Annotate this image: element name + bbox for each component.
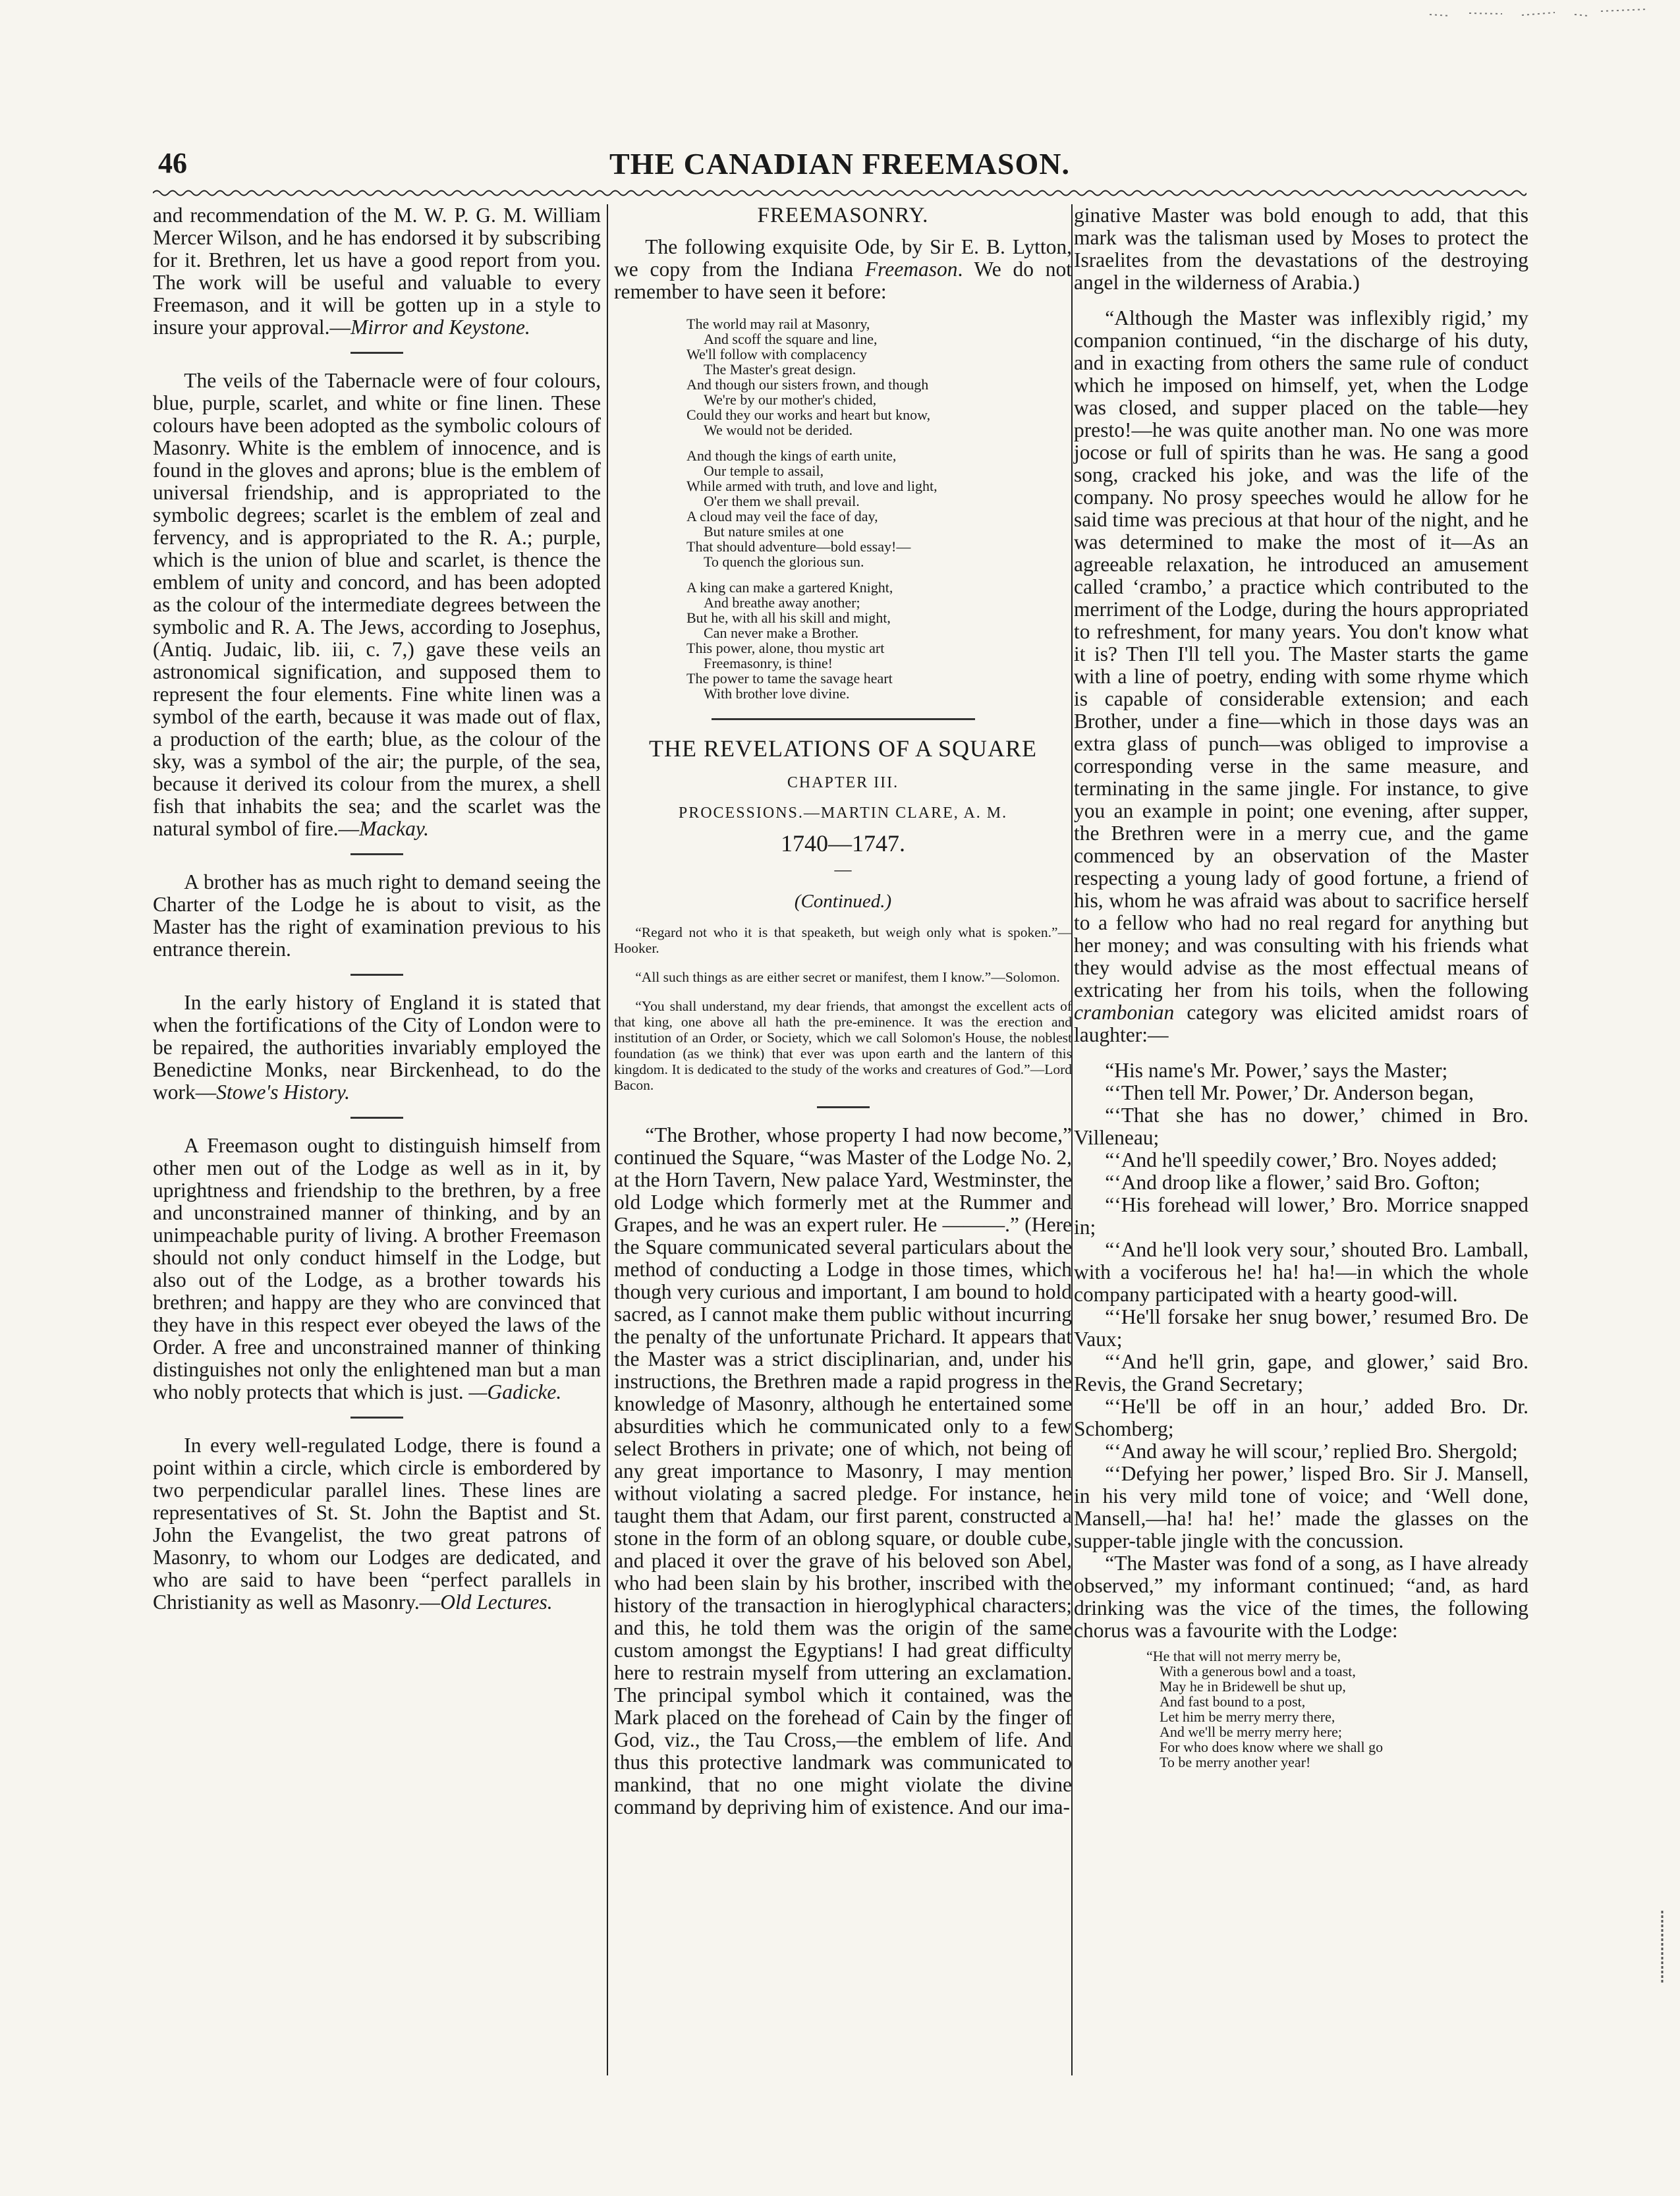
paragraph-talisman: ginative Master was bold enough to add, that this mark was the talisman used by Moses to protect the Israelites from the devastations of the destroying angel in the wilderness of Arabia.) bbox=[1074, 204, 1528, 294]
ode-heading: FREEMASONRY. bbox=[757, 204, 929, 227]
crambo-line: “‘That she has no dower,’ chimed in Bro. Villeneau; bbox=[1074, 1104, 1528, 1149]
separator bbox=[350, 853, 403, 855]
continued-label: (Continued.) bbox=[794, 891, 892, 912]
years-heading: 1740—1747. bbox=[781, 830, 905, 857]
scan-marks bbox=[1423, 1, 1660, 24]
ode-poem bbox=[686, 316, 1072, 701]
source-mirror-keystone: Mirror and Keystone. bbox=[350, 316, 530, 339]
column-rule-left bbox=[607, 204, 608, 2075]
column-middle bbox=[614, 204, 1072, 1832]
paragraph-charter: A brother has as much right to demand seeing the Charter of the Lodge he is about to visit, as the Master has the right of examination previous to his entrance therein. bbox=[153, 870, 601, 961]
paragraph-recommendation: and recommendation of the M. W. P. G. M. William Mercer Wilson, and he has endorsed it by subscribing for it. Brethren, let us have a good report from you. The work will be useful and valuable to every Freemason, and it will be gotten up in a style to insure your approval.—Mirror and Keystone. bbox=[153, 204, 601, 339]
source-mackay: Mackay. bbox=[359, 817, 429, 840]
paragraph-point-circle: In every well-regulated Lodge, there is found a point within a circle, which circle is embordered by two perpendicular parallel lines. These lines are representatives of St. St. John the Baptist and St. John the Evangelist, the two great patrons of Masonry, to whom our Lodges are dedicated, and who are said to have been “perfect parallels in Christianity as well as Masonry.—Old Lectures. bbox=[153, 1434, 601, 1614]
source-old-lectures: Old Lectures. bbox=[440, 1591, 553, 1614]
paragraph-crambo: “Although the Master was inflexibly rigid,’ my companion continued, “in the discharge of his duty, and in exacting from others the same rule of conduct which he imposed on himself, yet, when the Lodge was closed, and supper placed on the table—hey presto!—he was quite another man. No one was more jocose or full of spirits than he was. He sang a good song, cracked his joke, and was the life of the company. No prosy speeches would he allow for he said time was precious at that hour of the night, and he was determined to make the most of it—As an agreeable relaxation, he introduced an amusement called ‘crambo,’ a practice which contributed to the merriment of the Lodge, during the hours appropriated to refreshment, for many years. You don't know what it is? Then I'll tell you. The Master starts the game with a line of poetry, ending with some rhyme which is capable of considerable extension; and each Brother, under a fine—which in those days was an extra glass of punch—was obliged to improvise a corresponding verse in the same measure, and terminating in the same jingle. For instance, to give you an example in point; one evening, after supper, the Brethren were in a merry cue, and the game commenced by an observation of the Master respecting a young lady of good fortune, a friend of his, whom he was afraid was about to sacrifice herself to a fellow who had no real regard for anything but her money; and was consulting with his friends what they would advise as the most effectual means of extricating her from his toils, when the following crambonian category was elicited amidst roars of laughter:— bbox=[1074, 306, 1528, 1046]
separator bbox=[817, 1106, 870, 1108]
poem-stanza-2: And though the kings of earth unite, Our temple to assail, While armed with truth, and love and light, O'er them we shall prevail. A cloud may veil the face of day, But nature smiles at one That should adventure—bold essay!— To quench the glorious sun. bbox=[686, 447, 938, 570]
separator bbox=[350, 1417, 403, 1419]
procession-subheading: PROCESSIONS.—MARTIN CLARE, A. M. bbox=[678, 804, 1008, 822]
crambo-line: “‘And he'll speedily cower,’ Bro. Noyes added; bbox=[1105, 1148, 1498, 1171]
crambo-line: “‘Then tell Mr. Power,’ Dr. Anderson began, bbox=[1105, 1081, 1474, 1104]
column-right bbox=[1074, 204, 1528, 1770]
crambo-line: “‘He'll be off in an hour,’ added Bro. Dr. Schomberg; bbox=[1074, 1395, 1528, 1440]
crambo-line: “‘And he'll look very sour,’ shouted Bro. Lamball, with a vociferous he! ha! ha!—in which the whole company participated with a hearty good-will. bbox=[1074, 1238, 1528, 1306]
poem-stanza-1: The world may rail at Masonry, And scoff the square and line, We'll follow with complacency The Master's great design. And though our sisters frown, and though We're by our mother's chided, Could they our works and heart but know, We would not be derided. bbox=[686, 316, 931, 438]
separator bbox=[712, 718, 975, 720]
crambo-line: “‘He'll forsake her snug bower,’ resumed Bro. De Vaux; bbox=[1074, 1305, 1528, 1351]
page-title: THE CANADIAN FREEMASON. bbox=[609, 147, 1070, 181]
epigraph-hooker: “Regard not who it is that speaketh, but weigh only what is spoken.”—Hooker. bbox=[614, 924, 1072, 956]
crambo-line: “‘Defying her power,’ lisped Bro. Sir J. Mansell, in his very mild tone of voice; and ‘Well done, Mansell,—ha! ha! he!’ made the glasses on the supper-table jingle with the concussion. bbox=[1074, 1462, 1528, 1552]
paragraph-veils: The veils of the Tabernacle were of four colours, blue, purple, scarlet, and white or fine linen. These colours have been adopted as the symbolic colours of Masonry. White is the emblem of innocence, and is found in the gloves and aprons; blue is the emblem of universal friendship, and is appropriated to the symbolic degrees; scarlet is the emblem of zeal and fervency, and is appropriated to the R. A.; purple, which is the union of blue and scarlet, is thence the emblem of unity and concord, and has been adopted as the colour of the intermediate degrees between the symbolic and R. A. The Jews, according to Josephus, (Antiq. Judaic, lib. iii, c. 7,) gave these veils an astronomical signification, and supposed them to represent the four elements. Fine white linen was a symbol of the earth, because it was made out of flax, a production of the earth; blue, as the colour of the sky, was a symbol of the air; the purple, of the sea, because it derived its colour from the murex, a shell fish that inhabits the sea; and the scarlet was the natural symbol of fire.—Mackay. bbox=[153, 369, 601, 840]
chapter-label: CHAPTER III. bbox=[787, 774, 899, 791]
scan-mark bbox=[1656, 1911, 1668, 1983]
crambo-line: “‘And away he will scour,’ replied Bro. Shergold; bbox=[1105, 1440, 1518, 1463]
dash-separator: — bbox=[834, 860, 852, 879]
epigraph-solomon: “All such things as are either secret or manifest, them I know.”—Solomon. bbox=[635, 969, 1060, 985]
separator bbox=[350, 352, 403, 354]
paragraph-song: “The Master was fond of a song, as I have already observed,” my informant continued; “and, as hard drinking was the vice of the times, the following chorus was a favourite with the Lodge: bbox=[1074, 1552, 1528, 1642]
source-gadicke: —Gadicke. bbox=[468, 1380, 562, 1403]
separator bbox=[350, 974, 403, 976]
epigraph-bacon: “You shall understand, my dear friends, that amongst the excellent acts of that king, one above all hath the pre-eminence. It was the erection and institution of an Order, or Society, which we call Solomon's House, the noblest foundation (as we think) that ever was upon earth and the lantern of this kingdom. It is dedicated to the study of the works and creatures of God.”—Lord Bacon. bbox=[614, 998, 1072, 1093]
paragraph-distinguish: A Freemason ought to distinguish himself from other men out of the Lodge as well as in it, by uprightness and friendship to the brethren, by a free and unconstrained manner of thinking, and by an unimpeachable purity of living. A brother Freemason should not only conduct himself in the Lodge, but also out of the Lodge, as a brother towards his brethren; and happy are they who are convinced that they have in this respect ever obeyed the laws of the Order. A free and unconstrained manner of thinking distinguishes not only the enlightened man but a man who nobly protects that which is just. —Gadicke. bbox=[153, 1134, 601, 1403]
crambo-line: “‘His forehead will lower,’ Bro. Morrice snapped in; bbox=[1074, 1193, 1528, 1239]
crambo-line: “‘And he'll grin, gape, and glower,’ said Bro. Revis, the Grand Secretary; bbox=[1074, 1350, 1528, 1395]
page-number: 46 bbox=[158, 147, 187, 179]
crambo-line: “‘And droop like a flower,’ said Bro. Gofton; bbox=[1105, 1171, 1480, 1194]
ode-intro: The following exquisite Ode, by Sir E. B. Lytton, we copy from the Indiana Freemason. We do not remember to have seen it before: bbox=[614, 235, 1072, 303]
separator bbox=[350, 1117, 403, 1119]
crambo-line: “His name's Mr. Power,’ says the Master; bbox=[1105, 1059, 1448, 1082]
source-stowe: Stowe's History. bbox=[216, 1081, 350, 1104]
revelations-heading: THE REVELATIONS OF A SQUARE bbox=[648, 735, 1038, 762]
page-header bbox=[153, 146, 1526, 186]
paragraph-england: In the early history of England it is stated that when the fortifications of the City of London were to be repaired, the authorities invariably employed the Benedictine Monks, near Birckenhead, to do the work—Stowe's History. bbox=[153, 991, 601, 1104]
header-rule bbox=[153, 188, 1526, 198]
column-left bbox=[153, 204, 601, 1627]
revelations-main-text: “The Brother, whose property I had now become,” continued the Square, “was Master of the Lodge No. 2, at the Horn Tavern, New palace Yard, Westminster, the old Lodge which formerly met at the Rummer and Grapes, and he was an expert ruler. He ———.” (Here the Square communicated several particulars about the method of conducting a Lodge in those times, which though very curious and important, I am bound to hold sacred, as I cannot make them public without incurring the penalty of the unfortunate Prichard. It appears that the Master was a strict disciplinarian, and, under his instructions, the Brethren made a rapid progress in the knowledge of Masonry, although he entertained some absurdities which he communicated only to a few select Brothers in private; one of which, not being of any great importance to Masonry, I may mention without violating a sacred pledge. For instance, he taught them that Adam, our first parent, constructed a stone in the form of an oblong square, or double cube, and placed it over the grave of his beloved son Abel, who had been slain by his brother, inscribed with the history of the transaction in hieroglyphical characters; and this, he told them was the origin of the same custom amongst the Egyptians! I had great difficulty here to restrain myself from uttering an exclamation. The principal symbol which it contained, was the Mark placed on the forehead of Cain by the finger of God, viz., the Tau Cross,—the emblem of life. And thus this protective landmark was communicated to mankind, that no one might violate the divine command by depriving him of existence. And our ima- bbox=[614, 1123, 1072, 1818]
chorus-poem: “He that will not merry merry be, With a generous bowl and a toast, May he in Bridewell be shut up, And fast bound to a post, Let him be merry merry there, And we'll be merry merry here; For who does know where we shall go To be merry another year! bbox=[1146, 1648, 1384, 1770]
poem-stanza-3: A king can make a gartered Knight, And breathe away another; But he, with all his skill and might, Can never make a Brother. This power, alone, thou mystic art Freemasonry, is thine! The power to tame the savage heart With brother love divine. bbox=[686, 579, 893, 702]
